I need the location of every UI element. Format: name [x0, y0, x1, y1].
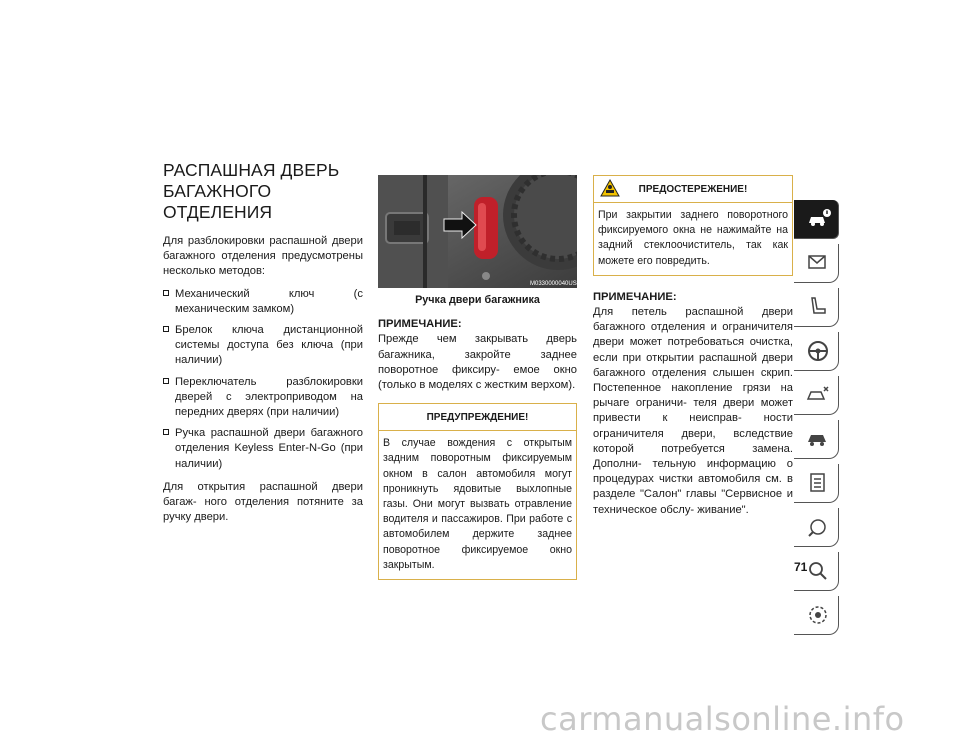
car-crash-icon — [806, 383, 832, 407]
tab-messages[interactable] — [794, 244, 839, 283]
caution-header — [594, 176, 792, 202]
tab-specifications[interactable] — [794, 464, 839, 503]
warning-box — [378, 403, 577, 580]
tab-service[interactable] — [794, 420, 839, 459]
wrench-car-icon — [806, 515, 832, 539]
section-title — [163, 160, 363, 223]
checkbox-bullet-icon — [163, 326, 169, 332]
photo-code: M0330000040US — [530, 281, 577, 287]
title-line-2: БАГАЖНОГО ОТДЕЛЕНИЯ — [163, 181, 273, 222]
note-text: Для петель распашной двери багажного отделения и ограничителя двери может потребоваться очистка, если при открытии распашной двери багажного отделения слышен скрип. Постепенное накопление грязи на рычаге ограничи- теля двери может привести к неисправ- ности ограничителя двери, вследствие которой потребуется замена. Дополни- тельную информацию о процедурах чистки автомобиля см. в разделе "Салон" главы "Сервисное и техническое обслу- живание". — [593, 306, 793, 516]
note-text: Прежде чем закрывать дверь багажника, закройте заднее поворотное фиксиру- емое окно (только в моделях с жестким верхом). — [378, 333, 577, 392]
car-info-icon — [806, 207, 832, 231]
warning-text: В случае вождения с открытым задним поворотным фиксируемым окном в салон автомобиля могут проникнуть ядовитые выхлопные газы. Они могут вызвать отравление водителя и пассажиров. При работе с автомобилем держите заднее поворотное фиксируемое окно закрытым. — [379, 430, 576, 579]
tab-driving[interactable] — [794, 332, 839, 371]
note-heading: ПРИМЕЧАНИЕ: — [593, 290, 677, 303]
liftgate-handle-photo — [378, 175, 577, 288]
magnifier-icon — [806, 559, 832, 583]
tab-emergency[interactable] — [794, 376, 839, 415]
tab-language[interactable] — [794, 596, 839, 635]
tab-vehicle-info[interactable] — [794, 200, 839, 239]
watermark: carmanualsonline.info — [540, 700, 905, 738]
car-seat-icon — [806, 295, 832, 319]
mail-message-icon — [806, 251, 832, 275]
chapter-tabs — [794, 200, 842, 640]
caution-box — [593, 175, 793, 276]
warning-title: ПРЕДУПРЕЖДЕНИЕ! — [426, 412, 529, 424]
steering-wheel-icon — [806, 339, 832, 363]
caution-title: ПРЕДОСТЕРЕЖЕНИЕ! — [638, 184, 748, 195]
checklist-icon — [806, 471, 832, 495]
column-left — [163, 160, 363, 532]
tab-seats[interactable] — [794, 288, 839, 327]
title-line-1: РАСПАШНАЯ ДВЕРЬ — [163, 160, 340, 180]
intro-paragraph: Для разблокировки распашной двери багажного отделения предусмотрены несколько методов: — [163, 235, 363, 278]
outro-paragraph: Для открытия распашной двери багаж- ного отделения потяните за ручку двери. — [163, 480, 363, 524]
column-middle — [378, 175, 577, 580]
language-icon — [806, 603, 832, 627]
list-item: Брелок ключа дистанционной системы доступа без ключа (при наличии) — [163, 323, 363, 369]
checkbox-bullet-icon — [163, 429, 169, 435]
checkbox-bullet-icon — [163, 378, 169, 384]
tab-multimedia[interactable] — [794, 508, 839, 547]
list-item: Ручка распашной двери багажного отделения Keyless Enter-N-Go (при наличии) — [163, 426, 363, 472]
car-service-icon — [806, 427, 832, 451]
checkbox-bullet-icon — [163, 290, 169, 296]
list-item: Механический ключ (с механическим замком) — [163, 287, 363, 317]
note-heading: ПРИМЕЧАНИЕ: — [378, 318, 462, 331]
photo-caption: Ручка двери багажника — [415, 294, 540, 306]
warning-header — [379, 404, 576, 430]
list-item: Переключатель разблокировки дверей с электроприводом на передних дверях (при наличии) — [163, 375, 363, 421]
column-right — [593, 175, 793, 525]
page-number: 71 — [794, 560, 808, 574]
methods-list — [163, 287, 363, 472]
caution-text: При закрытии заднего поворотного фиксируемого окна не нажимайте на задний стеклоочиститель, так как можете его повредить. — [594, 202, 792, 275]
